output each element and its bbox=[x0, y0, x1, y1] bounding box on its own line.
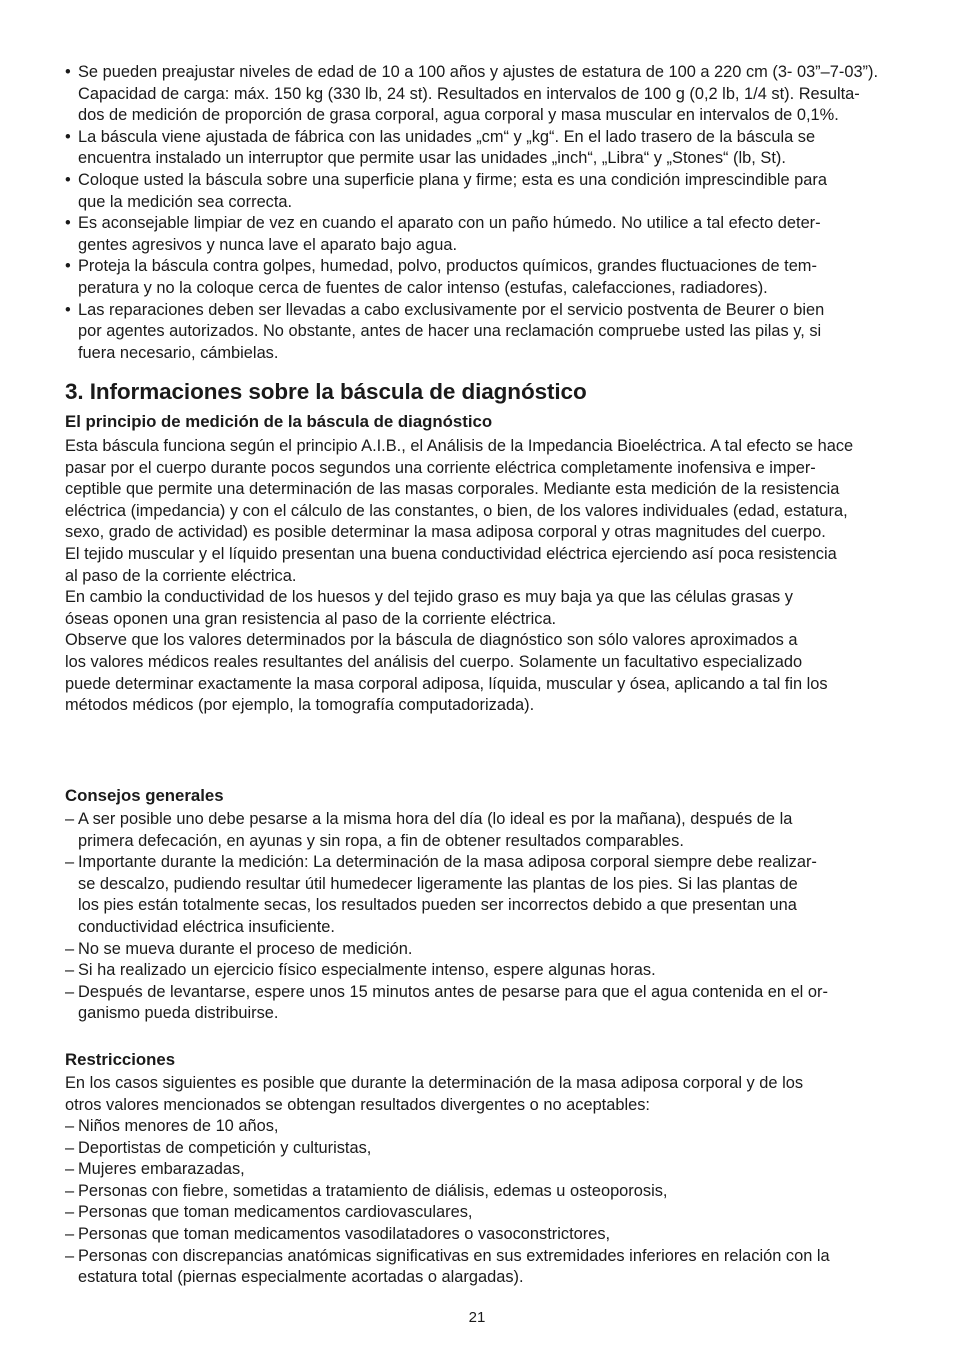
text-line: Observe que los valores determinados por la báscula de diagnóstico son sólo valores aproximados a bbox=[65, 631, 798, 650]
text-line: que la medición sea correcta. bbox=[78, 192, 293, 211]
text-line: Personas con discrepancias anatómicas significativas en sus extremidades inferiores en relación con la bbox=[78, 1246, 830, 1265]
text-line: Mujeres embarazadas, bbox=[78, 1160, 245, 1179]
list-marker: – bbox=[65, 961, 75, 980]
text-line: Coloque usted la báscula sobre una superficie plana y firme; esta es una condición imprescindible para bbox=[78, 170, 827, 189]
bullet-item bbox=[65, 256, 891, 299]
text-line: Niños menores de 10 años, bbox=[78, 1117, 279, 1135]
restricciones-list bbox=[65, 1116, 891, 1289]
restriccion-item bbox=[65, 1224, 891, 1246]
list-marker: – bbox=[65, 1160, 75, 1179]
list-marker: • bbox=[65, 170, 71, 189]
text-line: Después de levantarse, espere unos 15 minutos antes de pesarse para que el agua contenida en el or- bbox=[78, 982, 828, 1001]
consejo-item bbox=[65, 852, 891, 938]
text-line: Las reparaciones deben ser llevadas a cabo exclusivamente por el servicio postventa de Beurer o bien bbox=[78, 300, 825, 319]
text-line: Si ha realizado un ejercicio físico especialmente intenso, espere algunas horas. bbox=[78, 961, 656, 980]
consejo-item bbox=[65, 939, 891, 961]
list-marker: – bbox=[65, 853, 75, 872]
restriccion-item bbox=[65, 1181, 891, 1203]
text-line: peratura y no la coloque cerca de fuentes de calor intenso (estufas, calefacciones, radiadores). bbox=[78, 278, 768, 297]
text-line: conductividad eléctrica insuficiente. bbox=[78, 917, 335, 936]
consejos-list bbox=[65, 809, 891, 1025]
restriccion-item bbox=[65, 1246, 891, 1289]
text-line: Es aconsejable limpiar de vez en cuando el aparato con un paño húmedo. No utilice a tal efecto deter- bbox=[78, 214, 821, 233]
text-line: Importante durante la medición: La determinación de la masa adiposa corporal siempre debe realizar- bbox=[78, 853, 817, 872]
list-marker: – bbox=[65, 1117, 75, 1135]
text-line: gentes agresivos y nunca lave el aparato bajo agua. bbox=[78, 235, 458, 254]
list-marker: – bbox=[65, 1181, 75, 1200]
text-line: Personas que toman medicamentos cardiovasculares, bbox=[78, 1203, 473, 1222]
consejo-item bbox=[65, 982, 891, 1025]
bullet-item bbox=[65, 127, 891, 170]
list-marker: – bbox=[65, 982, 75, 1001]
restriccion-item bbox=[65, 1159, 891, 1181]
restriccion-item bbox=[65, 1116, 891, 1138]
consejos-heading: Consejos generales bbox=[65, 786, 224, 805]
text-line: eléctrica (impedancia) y con el cálculo de las constantes, o bien, de los valores individuales (edad, estatura, bbox=[65, 501, 848, 520]
text-line: Personas que toman medicamentos vasodilatadores o vasoconstrictores, bbox=[78, 1224, 611, 1243]
text-line: Personas con fiebre, sometidas a tratamiento de diálisis, edemas u osteoporosis, bbox=[78, 1181, 668, 1200]
text-line: otros valores mencionados se obtengan resultados divergentes o no aceptables: bbox=[65, 1095, 650, 1114]
text-line: pasar por el cuerpo durante pocos segundos una corriente eléctrica completamente inofensiva e imper- bbox=[65, 458, 816, 477]
text-line: fuera necesario, cámbielas. bbox=[78, 343, 279, 362]
text-line: A ser posible uno debe pesarse a la misma hora del día (lo ideal es por la mañana), después de la bbox=[78, 810, 793, 828]
section-subtitle: El principio de medición de la báscula de diagnóstico bbox=[65, 412, 493, 431]
text-line: al paso de la corriente eléctrica. bbox=[65, 566, 297, 585]
list-marker: • bbox=[65, 300, 71, 319]
text-line: Esta báscula funciona según el principio A.I.B., el Análisis de la Impedancia Bioeléctrica. A tal efecto se hace bbox=[65, 437, 854, 455]
text-line: El tejido muscular y el líquido presentan una buena conductividad eléctrica ejerciendo así poca resistencia bbox=[65, 544, 837, 563]
text-line: puede determinar exactamente la masa corporal adiposa, líquida, muscular y ósea, aplicando a tal fin los bbox=[65, 674, 828, 693]
text-line: se descalzo, pudiendo resultar útil humedecer ligeramente las plantas de los pies. Si las plantas de bbox=[78, 874, 798, 893]
text-line: sexo, grado de actividad) es posible determinar la masa adiposa corporal y otras magnitudes del cuerpo. bbox=[65, 523, 826, 542]
text-line: Proteja la báscula contra golpes, humedad, polvo, productos químicos, grandes fluctuaciones de tem- bbox=[78, 257, 817, 276]
text-line: ceptible que permite una determinación de las masas corporales. Mediante esta medición de la resistencia bbox=[65, 480, 840, 499]
restriccion-item bbox=[65, 1138, 891, 1160]
consejo-item bbox=[65, 809, 891, 852]
restriccion-item bbox=[65, 1202, 891, 1224]
list-marker: – bbox=[65, 1224, 75, 1243]
bullet-list bbox=[65, 62, 891, 364]
text-line: por agentes autorizados. No obstante, antes de hacer una reclamación compruebe usted las pilas y, si bbox=[78, 322, 822, 341]
list-marker: – bbox=[65, 810, 75, 828]
list-marker: – bbox=[65, 939, 75, 958]
text-line: estatura total (piernas especialmente acortadas o alargadas). bbox=[78, 1268, 524, 1287]
section-title: 3. Informaciones sobre la báscula de diagnóstico bbox=[65, 379, 587, 404]
list-marker: • bbox=[65, 127, 71, 146]
restricciones-intro bbox=[65, 1073, 891, 1116]
list-marker: – bbox=[65, 1203, 75, 1222]
text-line: primera defecación, en ayunas y sin ropa, a fin de obtener resultados comparables. bbox=[78, 831, 684, 850]
text-line: encuentra instalado un interruptor que permite usar las unidades „inch“, „Libra“ y „Stones“ (lb, St). bbox=[78, 149, 786, 168]
text-line: los pies están totalmente secas, los resultados pueden ser incorrectos debido a que presentan una bbox=[78, 896, 797, 915]
list-marker: • bbox=[65, 63, 71, 81]
text-line: ganismo pueda distribuirse. bbox=[78, 1004, 279, 1023]
text-line: Capacidad de carga: máx. 150 kg (330 lb, 24 st). Resultados en intervalos de 100 g (0,2 lb, 1/4 st). Resulta- bbox=[78, 84, 860, 103]
text-line: No se mueva durante el proceso de medición. bbox=[78, 939, 413, 958]
bullet-item bbox=[65, 170, 891, 213]
text-line: métodos médicos (por ejemplo, la tomografía computadorizada). bbox=[65, 696, 535, 715]
text-line: La báscula viene ajustada de fábrica con las unidades „cm“ y „kg“. En el lado trasero de la báscula se bbox=[78, 127, 816, 146]
text-line: En cambio la conductividad de los huesos y del tejido graso es muy baja ya que las células grasas y bbox=[65, 588, 793, 607]
list-marker: – bbox=[65, 1246, 75, 1265]
text-line: los valores médicos reales resultantes del análisis del cuerpo. Solamente un facultativo especializado bbox=[65, 652, 803, 671]
section-body bbox=[65, 436, 891, 717]
text-line: dos de medición de proporción de grasa corporal, agua corporal y masa muscular en intervalos de 0,1%. bbox=[78, 106, 839, 125]
restricciones-heading: Restricciones bbox=[65, 1050, 176, 1069]
bullet-item bbox=[65, 62, 891, 127]
text-line: Se pueden preajustar niveles de edad de 10 a 100 años y ajustes de estatura de 100 a 220 cm (3- 03”–7-03”). bbox=[78, 63, 879, 81]
consejo-item bbox=[65, 960, 891, 982]
bullet-item bbox=[65, 300, 891, 365]
bullet-item bbox=[65, 213, 891, 256]
list-marker: • bbox=[65, 214, 71, 233]
list-marker: • bbox=[65, 257, 71, 276]
page-number: 21 bbox=[468, 1309, 486, 1326]
text-line: Deportistas de competición y culturistas, bbox=[78, 1138, 372, 1157]
text-line: En los casos siguientes es posible que durante la determinación de la masa adiposa corporal y de los bbox=[65, 1074, 804, 1092]
text-line: óseas oponen una gran resistencia al paso de la corriente eléctrica. bbox=[65, 609, 557, 628]
list-marker: – bbox=[65, 1138, 75, 1157]
